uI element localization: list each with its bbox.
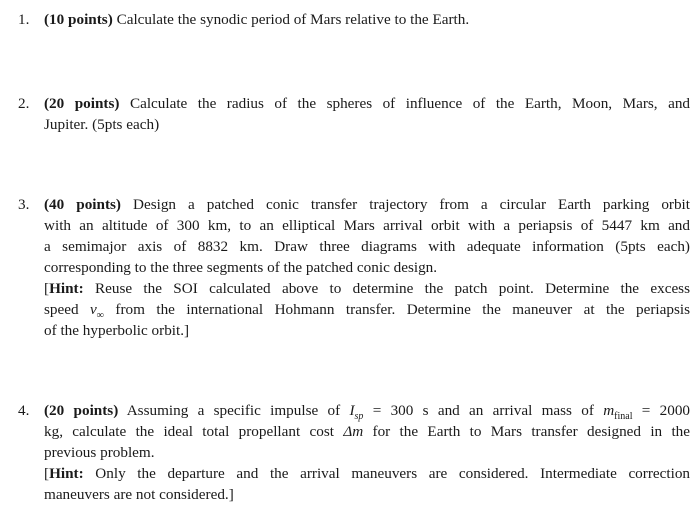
mfinal-symbol: $m_{final}$ (603, 402, 633, 423)
problem-4 (18, 400, 690, 505)
problem-2 (18, 93, 690, 135)
problem-text: a semimajor axis of 8832 km. Draw three diagrams with adequate information (5pts each) (44, 238, 690, 255)
problem-number: 2. (18, 95, 30, 112)
hint-text: [Hint: Only the departure and the arrival maneuvers are considered. Intermediate correction (44, 465, 691, 482)
hint-text: of the hyperbolic orbit.] (44, 322, 190, 339)
problem-text: (20 points) Assuming a specific impulse of $I_{sp} = 300$ s and an arrival mass of $m_{final} = 2000$ (44, 402, 691, 423)
problem-number: 4. (18, 402, 30, 419)
points-label: (20 points) (44, 95, 120, 112)
problem-text: with an altitude of 300 km, to an elliptical Mars arrival orbit with a periapsis of 5447 km and (44, 217, 690, 234)
hint-text: maneuvers are not considered.] (44, 486, 234, 503)
problem-text: Jupiter. (5pts each) (44, 116, 160, 133)
hint-text: [Hint: Reuse the SOI calculated above to determine the patch point. Determine the excess (44, 280, 691, 297)
points-label: (10 points) (44, 11, 113, 28)
points-label: (20 points) (44, 402, 119, 419)
problem-text: kg, calculate the ideal total propellant cost Δm for the Earth to Mars transfer designed in the (44, 423, 691, 440)
problem-3 (18, 194, 690, 341)
problem-text: previous problem. (44, 444, 155, 461)
problem-text: corresponding to the three segments of the patched conic design. (44, 259, 438, 276)
hint-text: speed $v_\infty$ from the international Hohmann transfer. Determine the maneuver at the periapsis (44, 301, 690, 322)
problem-text: (40 points) Design a patched conic transfer trajectory from a circular Earth parking orbit (44, 196, 691, 213)
delta-m-symbol: Δm (343, 423, 364, 440)
points-label: (40 points) (44, 196, 121, 213)
problem-text: (10 points) Calculate the synodic period of Mars relative to the Earth. (44, 11, 470, 28)
v-infinity-symbol: $v_\infty$ (90, 301, 104, 322)
problem-1 (18, 9, 690, 30)
hint-label: Hint: (49, 280, 84, 297)
hint-label: Hint: (49, 465, 84, 482)
problem-number: 1. (18, 11, 30, 28)
isp-symbol: $I_{sp}$ (349, 402, 364, 423)
problem-number: 3. (18, 196, 30, 213)
problem-text: (20 points) Calculate the radius of the spheres of influence of the Earth, Moon, Mars, and (44, 95, 691, 112)
